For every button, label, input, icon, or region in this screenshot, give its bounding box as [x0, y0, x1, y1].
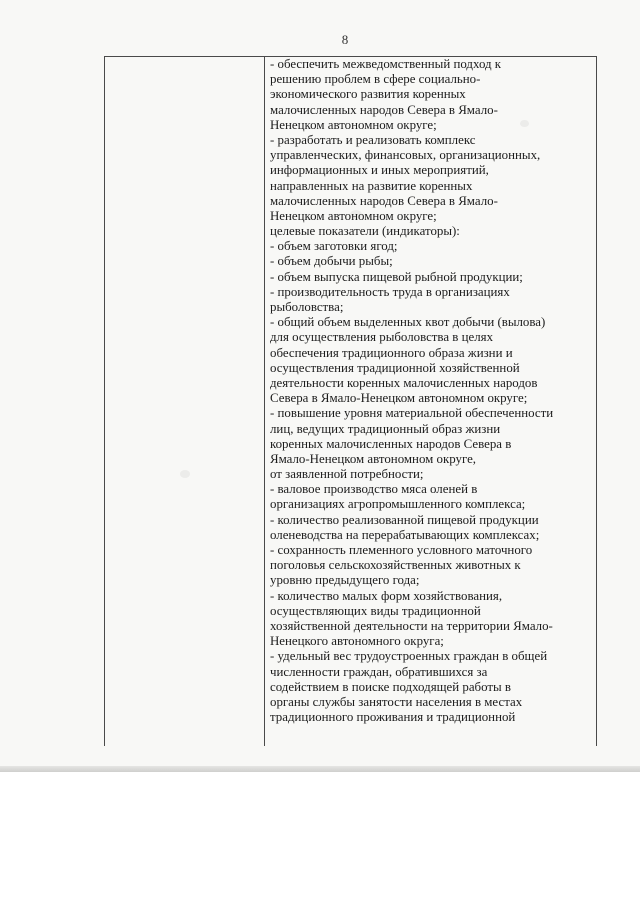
text-line: традиционного проживания и традиционной: [270, 710, 516, 725]
text-line: органы службы занятости населения в местах: [270, 694, 523, 709]
text-line: оленеводства на перерабатывающих комплексах;: [270, 527, 540, 542]
text-line: рыболовства;: [270, 300, 344, 314]
text-line: - разработать и реализовать комплекс: [270, 132, 476, 147]
text-line: - общий объем выделенных квот добычи (вылова): [270, 315, 546, 330]
document-table: [104, 56, 597, 746]
text-line: коренных малочисленных народов Севера в: [270, 436, 512, 451]
text-line: - удельный вес трудоустроенных граждан в общей: [270, 649, 548, 664]
text-line: Ненецком автономном округе;: [270, 117, 437, 132]
text-line: направленных на развитие коренных: [270, 178, 473, 193]
page-number: 8: [341, 32, 349, 47]
text-line: - сохранность племенного условного маточного: [270, 543, 533, 557]
text-line: содействием в поиске подходящей работы в: [270, 679, 511, 694]
text-line: численности граждан, обратившихся за: [270, 664, 488, 679]
text-line: осуществляющих виды традиционной: [270, 603, 481, 618]
text-line: - объем добычи рыбы;: [270, 254, 393, 269]
text-line: - валовое производство мяса оленей в: [270, 482, 478, 497]
text-line: - количество реализованной пищевой продукции: [270, 512, 539, 527]
text-line: хозяйственной деятельности на территории Ямало-: [270, 618, 553, 633]
text-line: организациях агропромышленного комплекса;: [270, 497, 526, 512]
text-line: - количество малых форм хозяйствования,: [270, 588, 503, 603]
text-line: - повышение уровня материальной обеспеченности: [270, 406, 554, 421]
text-line: лиц, ведущих традиционный образ жизни: [270, 421, 501, 436]
text-line: - производительность труда в организациях: [270, 284, 510, 299]
text-line: обеспечения традиционного образа жизни и: [270, 345, 513, 360]
text-line: Ненецкого автономного округа;: [270, 634, 444, 649]
text-line: малочисленных народов Севера в Ямало-: [270, 193, 498, 208]
text-line: уровню предыдущего года;: [270, 573, 420, 588]
text-line: Севера в Ямало-Ненецком автономном округе;: [270, 391, 528, 406]
text-line: - обеспечить межведомственный подход к: [270, 57, 502, 71]
text-line: Ямало-Ненецком автономном округе,: [270, 451, 477, 466]
blank-margin: [0, 772, 640, 905]
text-line: информационных и иных мероприятий,: [270, 163, 489, 178]
text-line: от заявленной потребности;: [270, 467, 424, 482]
text-line: решению проблем в сфере социально-: [270, 72, 481, 87]
text-line: поголовья сельскохозяйственных животных к: [270, 558, 521, 573]
text-line: осуществления традиционной хозяйственной: [270, 360, 520, 375]
text-line: Ненецком автономном округе;: [270, 208, 437, 223]
text-line: управленческих, финансовых, организационных,: [270, 148, 541, 163]
table-left-cell: [105, 57, 265, 746]
table-right-cell: [265, 57, 596, 746]
text-line: - объем выпуска пищевой рыбной продукции;: [270, 269, 523, 284]
text-line: - объем заготовки ягод;: [270, 239, 398, 254]
text-line: экономического развития коренных: [270, 87, 466, 102]
text-line: малочисленных народов Севера в Ямало-: [270, 102, 498, 117]
text-line: для осуществления рыболовства в целях: [270, 330, 494, 345]
text-line: целевые показатели (индикаторы):: [270, 224, 460, 239]
text-line: деятельности коренных малочисленных народов: [270, 375, 538, 390]
